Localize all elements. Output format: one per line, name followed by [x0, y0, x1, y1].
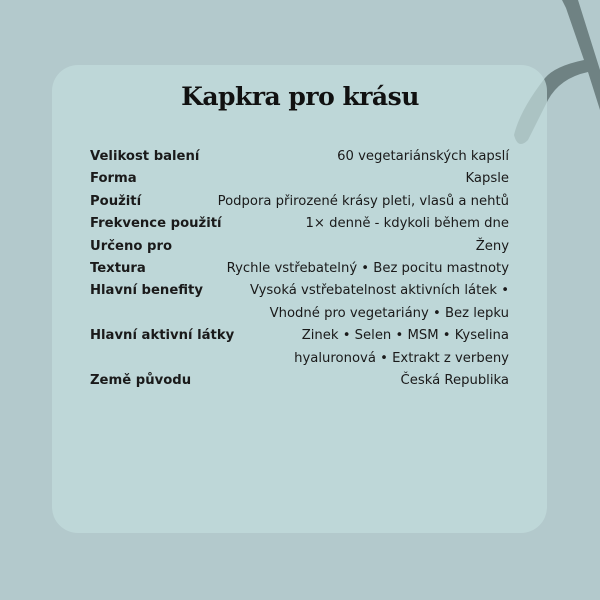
spec-row [90, 236, 509, 258]
spec-value-line: Rychle vstřebatelný • Bez pocitu mastnoty [226, 261, 509, 277]
spec-value-line: Česká Republika [400, 373, 509, 389]
spec-row [90, 280, 509, 325]
spec-row [90, 168, 509, 190]
spec-row [90, 213, 509, 235]
spec-value [401, 370, 509, 392]
spec-value [294, 325, 509, 370]
spec-label: Forma [90, 171, 137, 187]
product-spec-table [90, 146, 509, 392]
spec-value-line: Zinek • Selen • MSM • Kyselina [301, 328, 509, 344]
spec-row [90, 370, 509, 392]
spec-value [227, 258, 509, 280]
spec-label: Hlavní benefity [90, 283, 203, 299]
spec-label: Velikost balení [90, 149, 200, 164]
spec-row [90, 325, 509, 370]
spec-row [90, 191, 509, 213]
spec-value-line: 1× denně - kdykoli během dne [305, 216, 509, 232]
spec-value [306, 213, 510, 235]
spec-value-line: 60 vegetariánských kapslí [337, 149, 509, 164]
spec-row [90, 146, 509, 168]
spec-label: Použití [90, 193, 142, 209]
spec-row [90, 258, 509, 280]
spec-label: Hlavní aktivní látky [90, 328, 235, 344]
spec-label: Země původu [90, 373, 192, 389]
page-title: Kapkra pro krásu [181, 82, 419, 111]
spec-value [218, 191, 509, 213]
spec-label: Určeno pro [90, 238, 173, 254]
spec-label: Frekvence použití [90, 216, 222, 232]
spec-value-line: Vysoká vstřebatelnost aktivních látek • [249, 283, 509, 299]
spec-label: Textura [90, 261, 146, 277]
spec-value-line: Ženy [475, 238, 509, 254]
spec-value-line: Kapsle [465, 171, 509, 187]
spec-value-line: Vhodné pro vegetariány • Bez lepku [269, 305, 509, 321]
spec-value-line: hyaluronová • Extrakt z verbeny [294, 350, 509, 366]
spec-value [250, 280, 509, 325]
spec-value-line: Podpora přirozené krásy pleti, vlasů a nehtů [217, 193, 509, 209]
spec-value [476, 236, 509, 258]
spec-value [337, 146, 509, 168]
spec-value [465, 168, 509, 190]
